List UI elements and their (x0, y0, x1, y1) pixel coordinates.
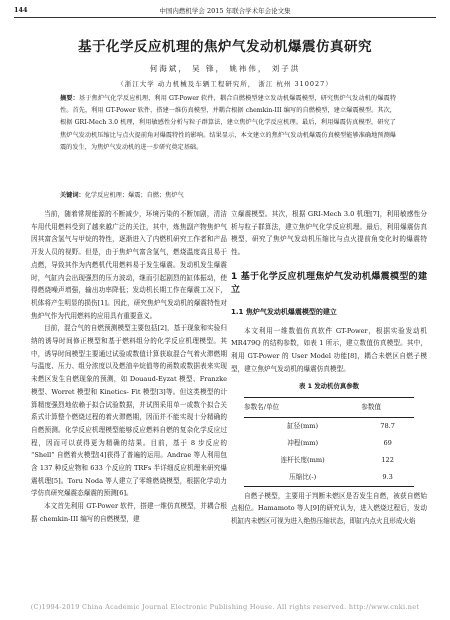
body-paragraph: 当前，随着常规能源的不断减少，环境污染的不断加剧，清洁车用代用燃料受到了越来越广泛的关注，其中，炼焦副产物焦炉气因其富含氢气与甲烷的特性，逐渐进入了内燃机研究工作者和产品开发人员的视野。但是，由于焦炉气富含氢气，燃烧温度高且易于点燃，导致其作为内燃机代用燃料易于发生爆震。发动机发生爆震时，气缸内会出现强烈的压力波动，继而引起剧烈的缸体振动，使得燃烧噪声增强，输出功率降低；发动机长期工作在爆震工况下，机体将产生明显的损伤[1]。因此，研究焦炉气发动机的爆震特性对焦炉气作为代用燃料的应用具有重要意义。 (31, 210, 227, 320)
abstract-text: 基于焦炉气化学反应机理，利用 GT-Power 软件，耦合自燃模型建立发动机爆震模型，研究焦炉气发动机的爆震特性。首先，利用 GT-Power 软件，搭建一维仿真模型，并耦合根据 chemkin-III 编写的自燃模型，建立爆震模型。其次，根据 GRI-Mech 3.0 机理，利用敏感性分析与粒子群算法，建立焦炉气化学反应机理。最后，利用爆震仿真模型，研究了焦炉气发动机压缩比与点火提前角对爆震特性的影响。结果显示，本文建立的焦炉气发动机爆震仿真模型能够准确地预测爆震的发生，为焦炉气发动机的进一步研究奠定基础。 (60, 95, 396, 151)
table-caption: 表 1 发动机仿真参数 (298, 382, 360, 391)
body-paragraph: 本文利用一维数值仿真软件 GT-Power，根据实验发动机 MR479Q 的结构参数，如表 1 所示，建立数值仿真模型。其中，利用 GT-Power 的 User Model 功能[8]，耦合未燃区自燃子模型，建立焦炉气发动机的爆震仿真模型。 (231, 326, 427, 373)
abstract-label: 摘要： (60, 95, 79, 102)
body-paragraph: 自燃子模型，主要用于判断未燃区是否发生自燃，被获自燃始点相位。Hamamoto 等人[9]的研究认为，进入燃烧过程后，发动机缸内未燃区可视为进入绝热压缩状态，即缸内点火且形成火焰 (231, 491, 427, 526)
table-cell: 78.7 (380, 422, 395, 431)
engine-parameters-table (244, 397, 414, 487)
table-cell: 122 (381, 456, 394, 465)
right-column (231, 208, 427, 528)
keywords (60, 190, 396, 199)
author-list: 何海斌， 吴 锋， 姚袆伟， 刘子洪 (149, 64, 301, 73)
running-header (14, 3, 436, 18)
keywords-label: 关键词： (60, 192, 85, 199)
table-row (244, 452, 414, 469)
keywords-text: 化学反应机理；爆震；自燃；焦炉气 (84, 192, 184, 199)
body-paragraph: 目前，混合气的自燃预测模型主要包括[2]，基于现象和实验归纳的诱导时间修正模型和基于燃料组分的化学反应机理模型。其中，诱导时间模型主要通过试验或数值计算获取混合气着火滞燃期与温度、压力、组分浓度以及燃油辛烷值等的函数或数据表来实现未燃区发生自燃现象的预测，如 Douaud-Eyzat 模型、Franzke 模型、Worret 模型和 Kinetics- Fit 模型[3]等。但这类模型的计算精度强烈地依赖于拟合试验数据，并试图采用单一或数个拟合关系式计算整个燃烧过程的着火滞燃期，因而并不能实现十分精确的自燃预测。化学反应机理模型能够反应燃料自燃的复杂化学反应过程，因而可以获得更为精确的结果。目前，基于 8 步反应的 “Shell” 自燃着火模型[4]获得了普遍的运用。Andrae 等人利用包含 137 种反应物和 633 个反应的 TRFs 半详细反应机理来研究爆震机理[5]。Toru Noda 等人建立了零维燃烧模型，根据化学动力学仿真研究爆震态爆震的预测[6]。 (31, 324, 227, 498)
abstract (60, 93, 396, 154)
table-cell: 9.3 (361, 469, 414, 487)
paper-title: 基于化学反应机理的焦炉气发动机爆震仿真研究 (78, 39, 372, 55)
table-cell: 冲程(mm) (287, 439, 319, 448)
affiliation: （浙江大学 动力机械及车辆工程研究所， 浙江 杭州 310027） (117, 80, 333, 88)
table-cell: 压缩比(-) (244, 469, 361, 487)
table-row (244, 417, 414, 435)
section-heading: 1 基于化学反应机理焦炉气发动机爆震模型的建立 (231, 271, 427, 295)
left-column (31, 208, 227, 526)
table-header-cell: 参数名/单位 (244, 398, 361, 418)
subsection-heading: 1.1 焦炉气发动机爆震模型的建立 (231, 307, 337, 316)
body-paragraph: 立爆震模型。其次，根据 GRI-Mech 3.0 机理[7]，利用敏感性分析与粒子群算法，建立焦炉气化学反应机理。最后，利用爆震仿真模型，研究了焦炉气发动机压缩比与点火提前角变化时的爆震特性。 (231, 210, 427, 257)
table-cell: 69 (383, 439, 392, 448)
table-cell: 连杆长度(mm) (280, 456, 325, 465)
table-row (244, 435, 414, 452)
table-header-row (244, 398, 414, 418)
table-cell: 缸径(mm) (287, 422, 319, 431)
page-number: 144 (14, 6, 28, 14)
table-header-cell: 参数值 (361, 398, 414, 418)
table-row (244, 469, 414, 487)
body-paragraph: 本文首先利用 GT-Power 软件，搭建一维仿真模型，并耦合根据 chemkin-III 编写的自燃模型，建 (31, 502, 227, 523)
copyright-footer: (C)1994-2019 China Academic Journal Electronic Publishing House. All rights reserved. http://www.cnki.net (30, 603, 420, 611)
conference-name: 中国内燃机学会 2015 年联合学术年会论文集 (159, 7, 291, 15)
